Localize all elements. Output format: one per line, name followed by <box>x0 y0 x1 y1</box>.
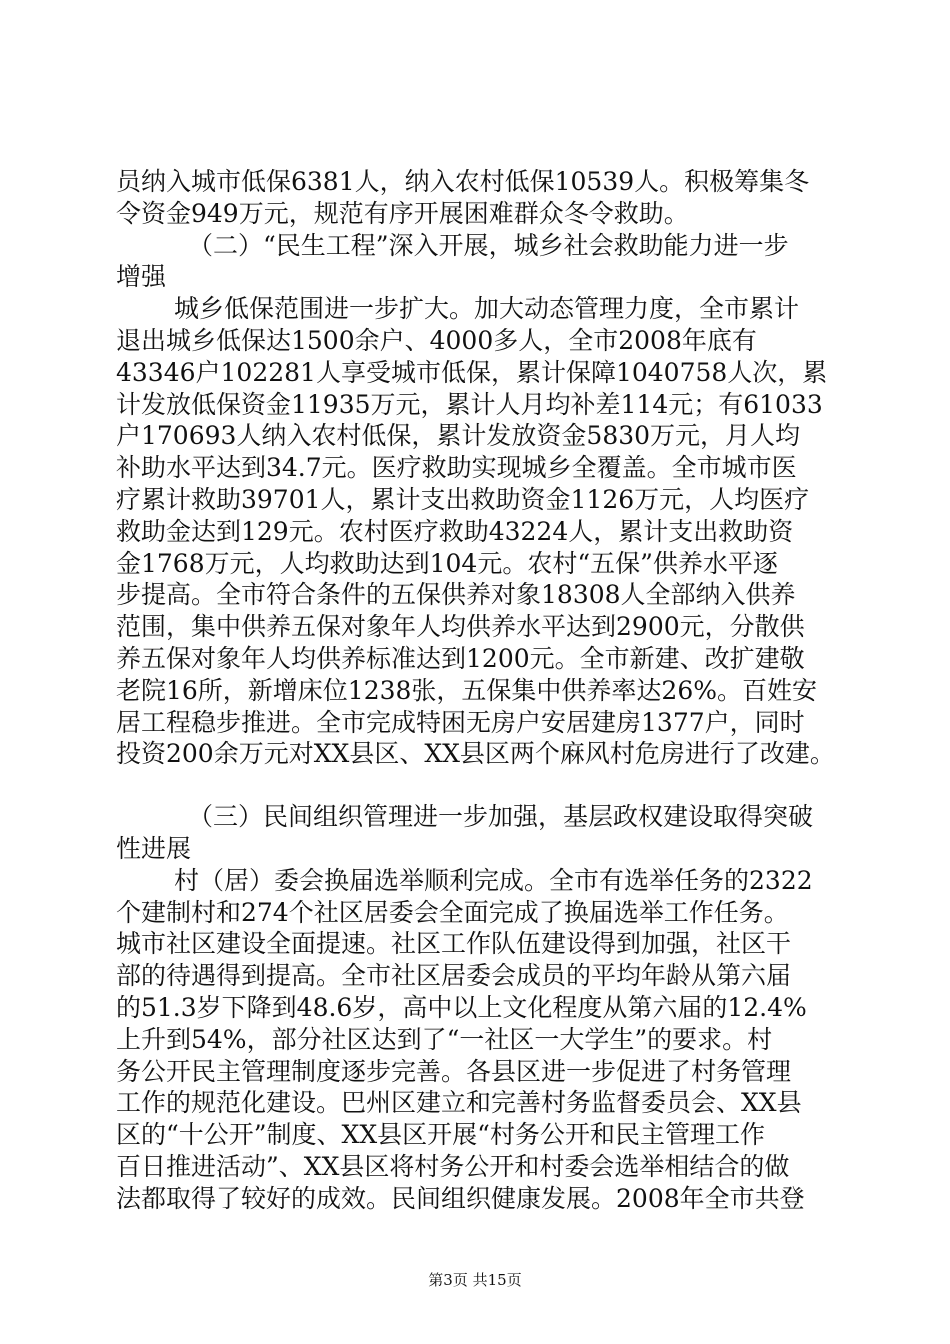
paragraph-social-assistance <box>116 293 836 770</box>
text-line: 个建制村和274个社区居委会全面完成了换届选举工作任务。 <box>116 897 789 927</box>
text-line: 村（居）委会换届选举顺利完成。全市有选举任务的2322 <box>174 865 813 895</box>
heading-line: 性进展 <box>116 833 192 863</box>
text-line: 老院16所，新增床位1238张，五保集中供养率达26%。百姓安 <box>116 675 818 705</box>
text-line: 部的待遇得到提高。全市社区居委会成员的平均年龄从第六届 <box>116 961 792 991</box>
text-line: 员纳入城市低保6381人，纳入农村低保10539人。积极筹集冬 <box>116 167 810 196</box>
paragraph-continuation <box>116 166 836 230</box>
text-line: 步提高。全市符合条件的五保供养对象18308人全部纳入供养 <box>116 580 796 610</box>
text-line: 投资200余万元对XX县区、XX县区两个麻风村危房进行了改建。 <box>116 739 835 769</box>
text-line: 计发放低保资金11935万元，累计人月均补差114元；有61033 <box>116 389 823 419</box>
text-line: 居工程稳步推进。全市完成特困无房户安居建房1377户，同时 <box>116 707 805 737</box>
text-line: 疗累计救助39701人，累计支出救助资金1126万元，人均医疗 <box>116 484 810 514</box>
text-line: 金1768万元，人均救助达到104元。农村“五保”供养水平逐 <box>116 548 778 578</box>
heading-line: （三）民间组织管理进一步加强，基层政权建设取得突破 <box>188 802 814 832</box>
document-body <box>116 166 836 1215</box>
paragraph-gap <box>116 770 836 801</box>
text-line: 法都取得了较好的成效。民间组织健康发展。2008年全市共登 <box>116 1183 805 1213</box>
text-line: 务公开民主管理制度逐步完善。各县区进一步促进了村务管理 <box>116 1056 792 1086</box>
section-heading-2 <box>116 230 836 294</box>
text-line: 上升到54%，部分社区达到了“一社区一大学生”的要求。村 <box>116 1024 773 1054</box>
text-line: 范围，集中供养五保对象年人均供养水平达到2900元，分散供 <box>116 612 805 642</box>
text-line: 养五保对象年人均供养标准达到1200元。全市新建、改扩建敬 <box>116 643 805 673</box>
page-number-footer: 第3页 共15页 <box>428 1271 522 1289</box>
section-heading-3 <box>116 801 836 865</box>
heading-line: 增强 <box>116 262 167 292</box>
text-line: 补助水平达到34.7元。医疗救助实现城乡全覆盖。全市城市医 <box>116 453 797 483</box>
text-line: 的51.3岁下降到48.6岁，高中以上文化程度从第六届的12.4% <box>116 992 807 1022</box>
text-line: 工作的规范化建设。巴州区建立和完善村务监督委员会、XX县 <box>116 1088 802 1118</box>
text-line: 城市社区建设全面提速。社区工作队伍建设得到加强，社区干 <box>116 929 792 959</box>
text-line: 救助金达到129元。农村医疗救助43224人，累计支出救助资 <box>116 516 794 546</box>
paragraph-grassroots <box>116 865 836 1215</box>
text-line: 43346户102281人享受城市低保，累计保障1040758人次，累 <box>116 357 828 387</box>
text-line: 令资金949万元，规范有序开展困难群众冬令救助。 <box>116 198 689 228</box>
text-line: 百日推进活动”、XX县区将村务公开和村委会选举相结合的做 <box>116 1151 790 1181</box>
text-line: 退出城乡低保达1500余户、4000多人，全市2008年底有 <box>116 325 757 355</box>
text-line: 区的“十公开”制度、XX县区开展“村务公开和民主管理工作 <box>116 1120 765 1150</box>
text-line: 城乡低保范围进一步扩大。加大动态管理力度，全市累计 <box>174 294 800 324</box>
text-line: 户170693人纳入农村低保，累计发放资金5830万元，月人均 <box>116 421 801 451</box>
heading-line: （二）“民生工程”深入开展，城乡社会救助能力进一步 <box>188 230 789 260</box>
